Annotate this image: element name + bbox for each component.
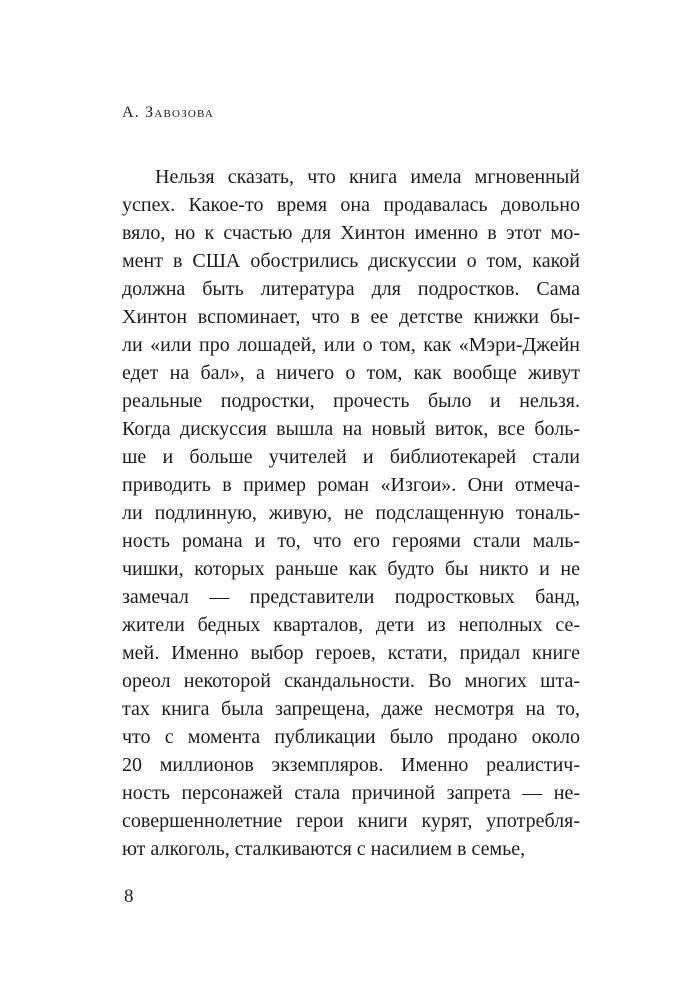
body-text — [122, 163, 580, 863]
body-line: ли подлинную, живую, не подслащенную тональ- — [122, 502, 580, 524]
body-line: ореол некоторой скандальности. Во многих шта- — [122, 670, 580, 692]
body-line: что с момента публикации было продано около — [122, 726, 580, 748]
body-line: Хинтон вспоминает, что в ее детстве книжки бы- — [122, 306, 580, 328]
running-header: А. Завозова — [122, 104, 215, 121]
body-line: совершеннолетние герои книги курят, употребля- — [122, 810, 580, 832]
body-line: Когда дискуссия вышла на новый виток, все боль- — [122, 418, 580, 440]
body-line: приводить в пример роман «Изгои». Они отмеча- — [122, 474, 580, 496]
body-line: тах книга была запрещена, даже несмотря на то, — [122, 698, 580, 720]
body-line: чишки, которых раньше как будто бы никто и не — [122, 558, 580, 580]
body-line: жители бедных кварталов, дети из неполных се- — [122, 614, 580, 636]
body-line: успех. Какое-то время она продавалась довольно — [122, 194, 580, 216]
page-number: 8 — [124, 886, 134, 907]
body-line: должна быть литература для подростков. Сама — [122, 278, 580, 300]
body-line: вяло, но к счастью для Хинтон именно в этот мо- — [122, 222, 580, 244]
body-line: Нельзя сказать, что книга имела мгновенный — [155, 166, 580, 188]
body-line: ли «или про лошадей, или о том, как «Мэри-Джейн — [122, 334, 580, 356]
body-line: ше и больше учителей и библиотекарей стали — [122, 446, 580, 468]
body-line: едет на бал», а ничего о том, как вообще живут — [122, 362, 580, 384]
body-line: мей. Именно выбор героев, кстати, придал книге — [122, 642, 580, 664]
body-line: ность романа и то, что его героями стали маль- — [122, 530, 580, 552]
body-line: замечал — представители подростковых банд, — [122, 586, 580, 608]
body-line: ность персонажей стала причиной запрета — не- — [122, 782, 580, 804]
body-line: реальные подростки, прочесть было и нельзя. — [122, 390, 580, 412]
body-line: ют алкоголь, сталкиваются с насилием в семье, — [122, 838, 526, 860]
body-line: мент в США обострились дискуссии о том, какой — [122, 250, 580, 272]
body-line: 20 миллионов экземпляров. Именно реалистич- — [122, 754, 580, 776]
